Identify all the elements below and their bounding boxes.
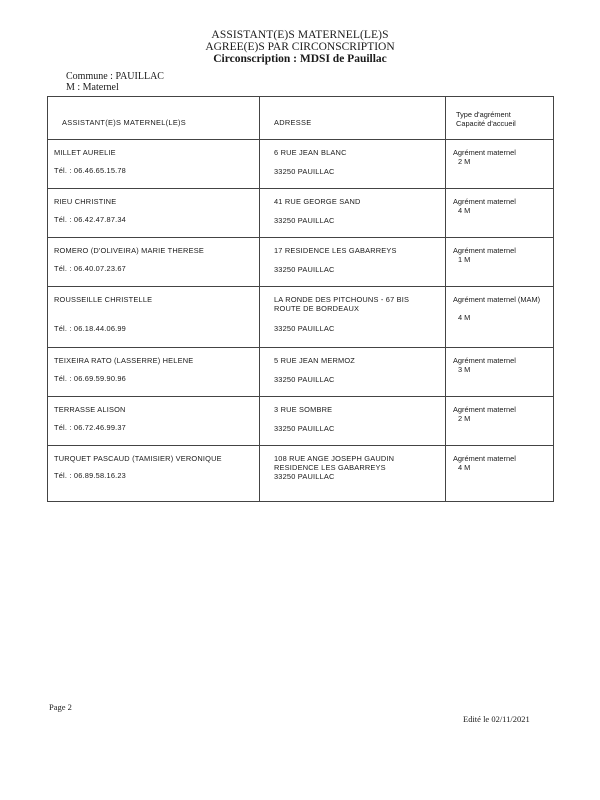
assistant-city: 33250 PAUILLAC [274, 265, 335, 274]
assistant-address: 41 RUE GEORGE SAND [274, 197, 361, 206]
table-header-row [48, 97, 554, 140]
table-row [48, 446, 554, 502]
capacity: 2 M [458, 157, 471, 166]
table-row [48, 397, 554, 446]
capacity: 4 M [458, 206, 471, 215]
assistant-name: RIEU CHRISTINE [54, 197, 117, 206]
table-row [48, 348, 554, 397]
column-header-name: ASSISTANT(E)S MATERNEL(LE)S [48, 97, 260, 140]
agrement-type: Agrément maternel [453, 356, 516, 365]
assistant-name: TURQUET PASCAUD (TAMISIER) VERONIQUE [54, 454, 222, 463]
assistant-address: 3 RUE SOMBRE [274, 405, 333, 414]
table-row [48, 189, 554, 238]
assistant-phone: Tél. : 06.72.46.99.37 [54, 423, 126, 432]
capacity: 4 M [458, 313, 471, 322]
assistant-city: 33250 PAUILLAC [274, 324, 335, 333]
assistant-address: 108 RUE ANGE JOSEPH GAUDIN RESIDENCE LES GABARREYS [274, 454, 395, 472]
assistants-table [47, 96, 554, 502]
table-row [48, 238, 554, 287]
agrement-type: Agrément maternel [453, 148, 516, 157]
edited-date: Edité le 02/11/2021 [463, 714, 530, 724]
assistant-address: LA RONDE DES PITCHOUNS - 67 BIS ROUTE DE BORDEAUX [274, 295, 410, 313]
assistant-phone: Tél. : 06.89.58.16.23 [54, 471, 126, 480]
assistant-city: 33250 PAUILLAC [274, 167, 335, 176]
document-subtitle: AGREE(E)S PAR CIRCONSCRIPTION [205, 41, 395, 53]
assistant-address: 5 RUE JEAN MERMOZ [274, 356, 356, 365]
assistant-city: 33250 PAUILLAC [274, 375, 335, 384]
agrement-type: Agrément maternel [453, 405, 516, 414]
assistant-name: MILLET AURELIE [54, 148, 116, 157]
assistant-city: 33250 PAUILLAC [274, 424, 335, 433]
assistant-name: TERRASSE ALISON [54, 405, 126, 414]
assistant-phone: Tél. : 06.42.47.87.34 [54, 215, 126, 224]
page-number: Page 2 [49, 702, 72, 712]
type-header-line1: Type d'agrément [456, 110, 511, 119]
circonscription-title: Circonscription : MDSI de Pauillac [213, 53, 387, 65]
assistant-phone: Tél. : 06.40.07.23.67 [54, 264, 126, 273]
assistant-name: TEIXEIRA RATO (LASSERRE) HELENE [54, 356, 194, 365]
table-row [48, 287, 554, 348]
assistant-name: ROMERO (D'OLIVEIRA) MARIE THERESE [54, 246, 204, 255]
assistant-phone: Tél. : 06.69.59.90.96 [54, 374, 126, 383]
legend-label: M : Maternel [66, 82, 119, 93]
agrement-type: Agrément maternel [453, 454, 516, 463]
capacity: 1 M [458, 255, 471, 264]
assistant-city: 33250 PAUILLAC [274, 216, 335, 225]
agrement-type: Agrément maternel (MAM) [453, 295, 541, 304]
assistant-phone: Tél. : 06.46.65.15.78 [54, 166, 126, 175]
column-header-type [446, 97, 554, 140]
capacity: 2 M [458, 414, 471, 423]
type-header-line2: Capacité d'accueil [456, 119, 516, 128]
agrement-type: Agrément maternel [453, 197, 516, 206]
commune-label: Commune : PAUILLAC [66, 71, 164, 82]
assistant-city: 33250 PAUILLAC [274, 472, 335, 481]
column-header-address: ADRESSE [260, 97, 446, 140]
table-row [48, 140, 554, 189]
assistant-address: 17 RESIDENCE LES GABARREYS [274, 246, 397, 255]
capacity: 4 M [458, 463, 471, 472]
agrement-type: Agrément maternel [453, 246, 516, 255]
document-title: ASSISTANT(E)S MATERNEL(LE)S [211, 29, 389, 41]
capacity: 3 M [458, 365, 471, 374]
assistant-address: 6 RUE JEAN BLANC [274, 148, 347, 157]
assistant-phone: Tél. : 06.18.44.06.99 [54, 324, 126, 333]
assistant-name: ROUSSEILLE CHRISTELLE [54, 295, 153, 304]
